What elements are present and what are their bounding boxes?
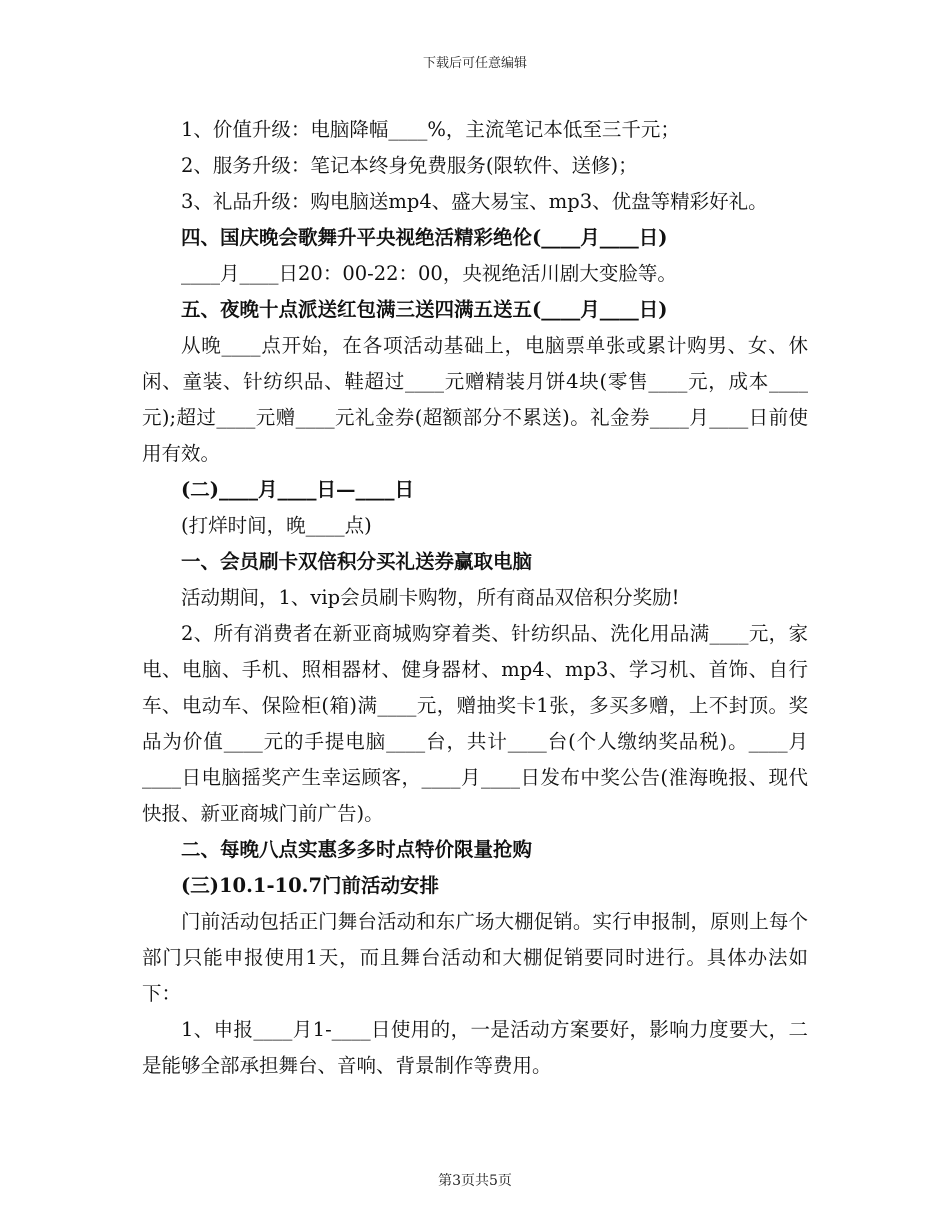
section-heading: (二)____月____日—____日 bbox=[181, 478, 414, 501]
paragraph: (打烊时间，晚____点) bbox=[181, 514, 372, 537]
paragraph: 2、服务升级：笔记本终身免费服务(限软件、送修)； bbox=[181, 154, 638, 177]
paragraph: 1、申报____月1-____日使用的，一是活动方案要好，影响力度要大，二是能够全部承担舞台、音响、背景制作等费用。 bbox=[142, 1018, 808, 1077]
document-body bbox=[142, 112, 808, 1084]
section-heading: 四、国庆晚会歌舞升平央视绝活精彩绝伦(____月____日) bbox=[181, 226, 668, 249]
section-heading: 五、夜晚十点派送红包满三送四满五送五(____月____日) bbox=[181, 298, 668, 321]
page-footer: 第3页共5页 bbox=[438, 1173, 512, 1189]
paragraph: 3、礼品升级：购电脑送mp4、盛大易宝、mp3、优盘等精彩好礼。 bbox=[181, 190, 768, 213]
paragraph: 从晚____点开始，在各项活动基础上，电脑票单张或累计购男、女、休闲、童装、针纺织品、鞋超过____元赠精装月饼4块(零售____元，成本____元);超过____元赠____元礼金券(超额部分不累送)。礼金券____月____日前使用有效。 bbox=[142, 334, 808, 465]
paragraph: 2、所有消费者在新亚商城购穿着类、针纺织品、洗化用品满____元，家电、电脑、手机、照相器材、健身器材、mp4、mp3、学习机、首饰、自行车、电动车、保险柜(箱)满____元，赠抽奖卡1张，多买多赠，上不封顶。奖品为价值____元的手提电脑____台，共计____台(个人缴纳奖品税)。____月____日电脑摇奖产生幸运顾客，____月____日发布中奖公告(淮海晚报、现代快报、新亚商城门前广告)。 bbox=[142, 622, 808, 825]
section-heading: 一、会员刷卡双倍积分买礼送券赢取电脑 bbox=[181, 550, 533, 573]
section-heading: (三)10.1-10.7门前活动安排 bbox=[181, 874, 440, 897]
paragraph: ____月____日20：00-22：00，央视绝活川剧大变脸等。 bbox=[181, 262, 677, 285]
section-heading: 二、每晚八点实惠多多时点特价限量抢购 bbox=[181, 838, 533, 861]
page-header: 下载后可任意编辑 bbox=[422, 56, 527, 71]
paragraph: 门前活动包括正门舞台活动和东广场大棚促销。实行申报制，原则上每个部门只能申报使用1天，而且舞台活动和大棚促销要同时进行。具体办法如下： bbox=[142, 910, 808, 1005]
paragraph: 1、价值升级：电脑降幅____%，主流笔记本低至三千元； bbox=[181, 118, 680, 141]
paragraph: 活动期间，1、vip会员刷卡购物，所有商品双倍积分奖励! bbox=[181, 586, 680, 609]
